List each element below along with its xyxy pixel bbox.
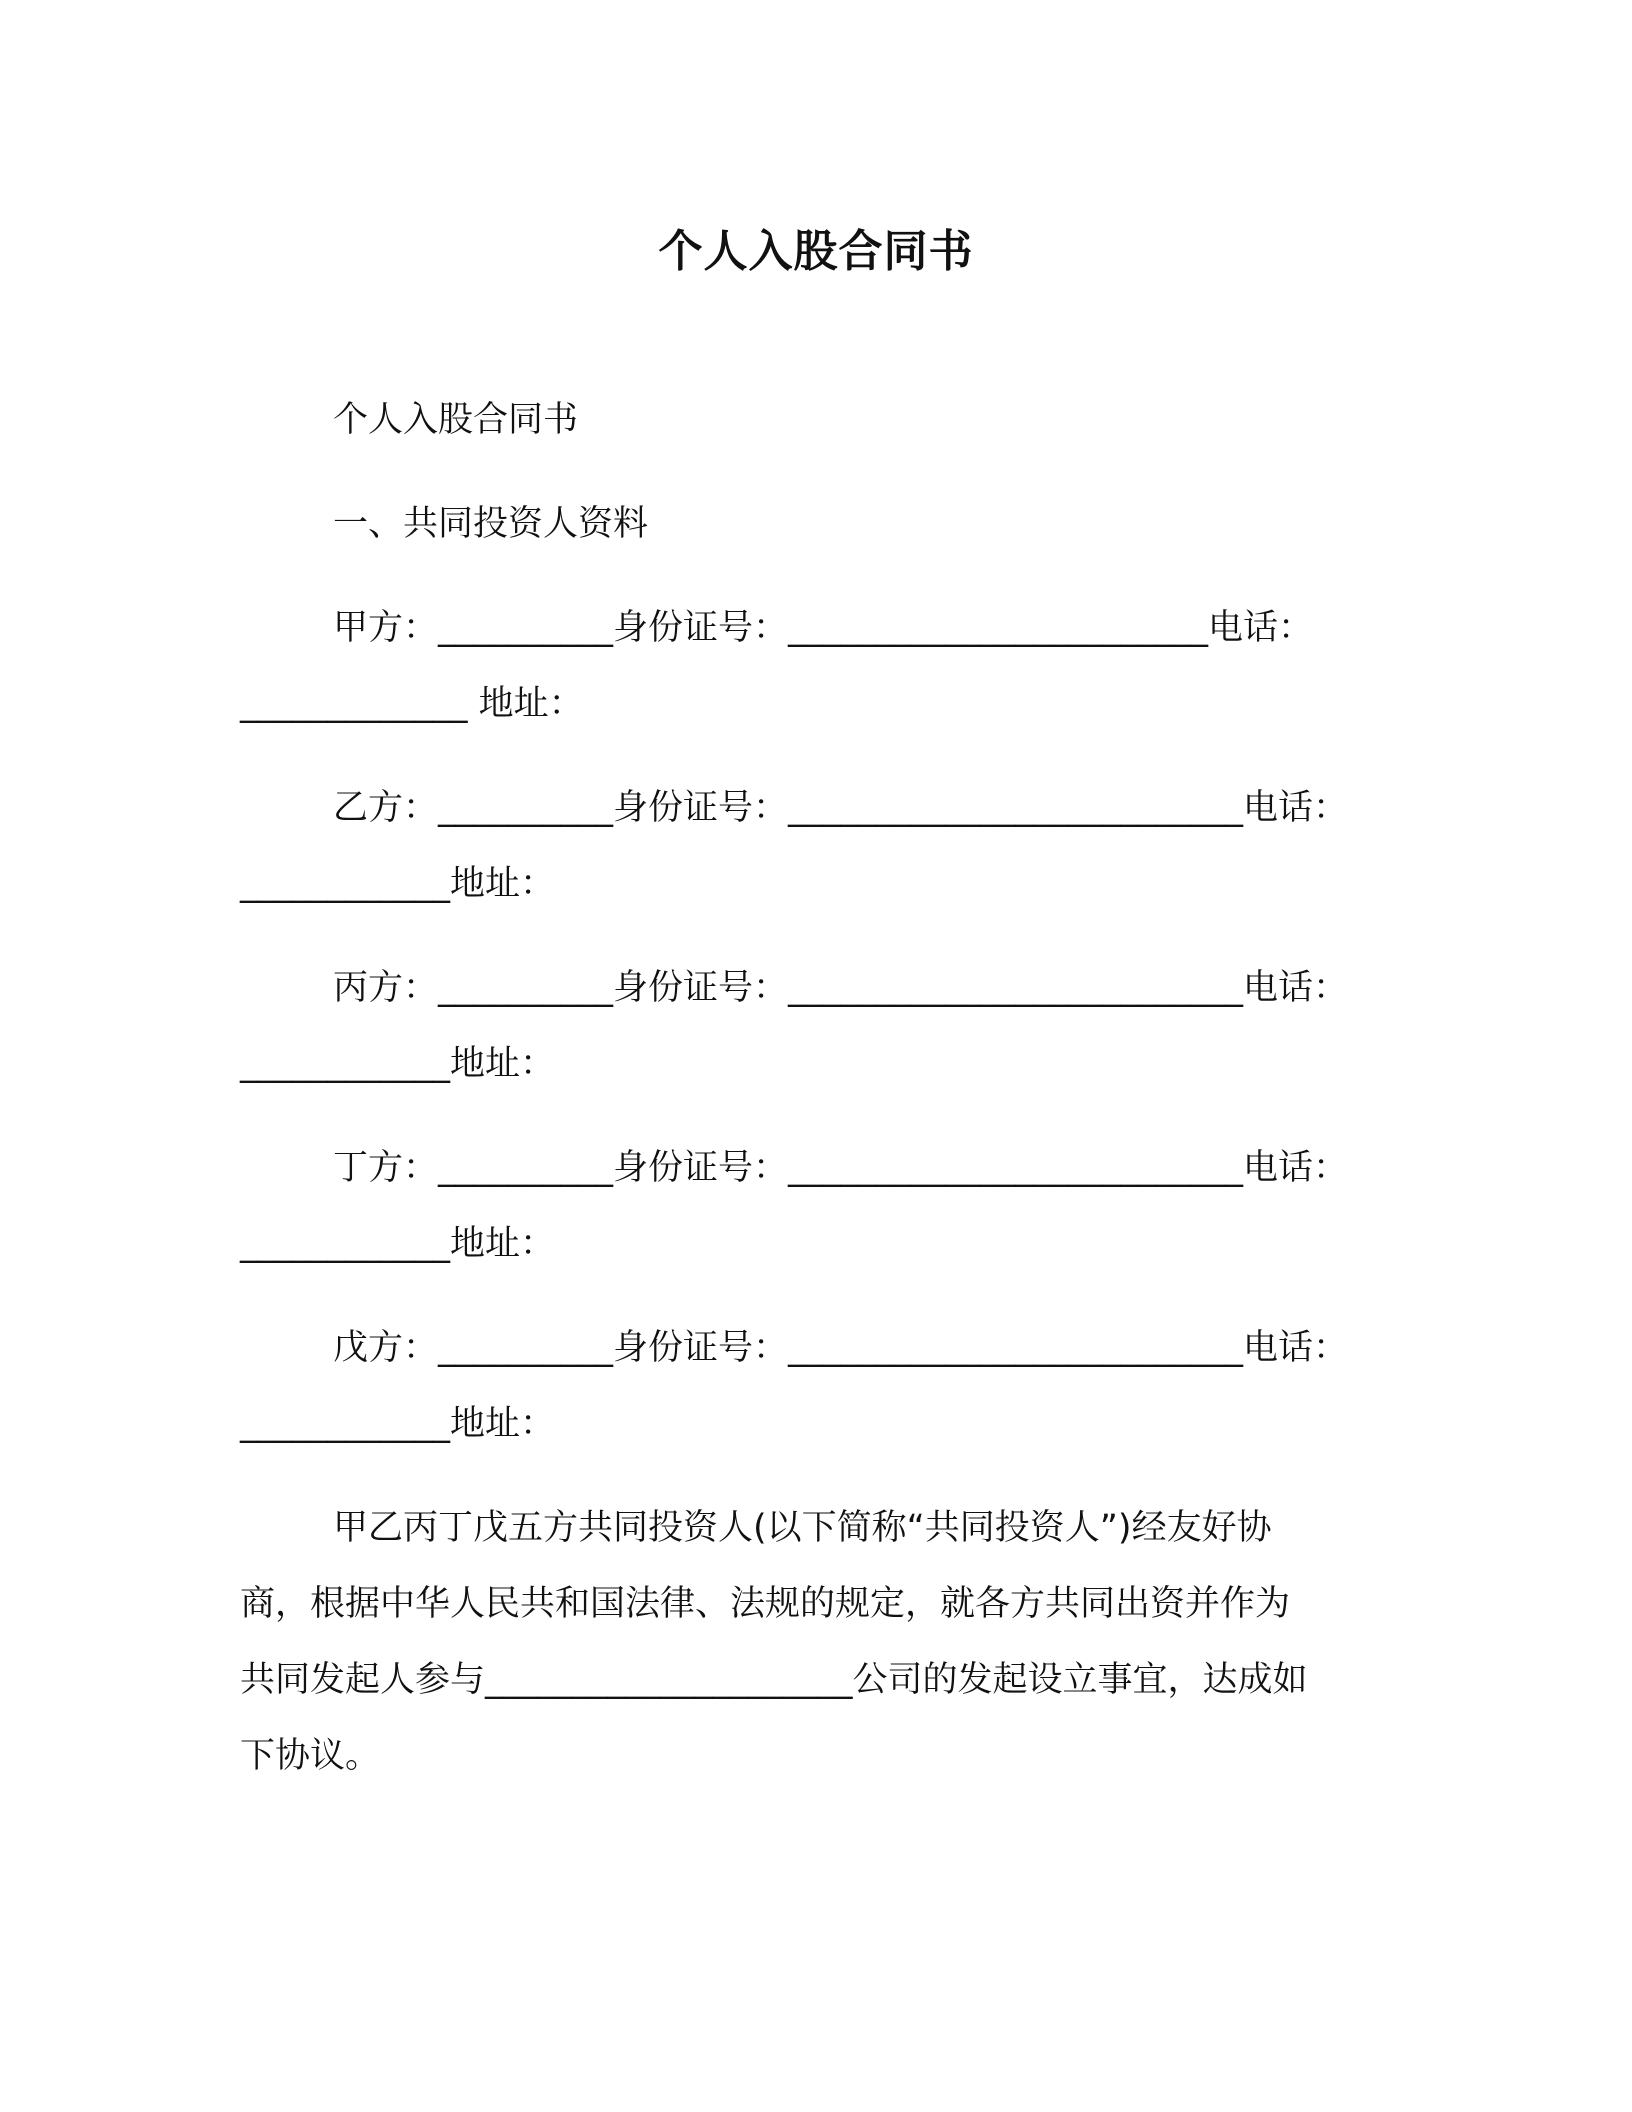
- phone-blank: ____________: [240, 1044, 450, 1084]
- party-row-ding: [333, 1144, 1348, 1192]
- party-row-jia: [333, 604, 1313, 652]
- phone-blank: ____________: [240, 864, 450, 904]
- document-subtitle: 个人入股合同书: [333, 400, 579, 440]
- party-row-wu: [333, 1324, 1348, 1372]
- phone-label: 电话：: [1243, 968, 1349, 1008]
- paragraph-line-3: [240, 1656, 1308, 1704]
- address-label: 地址：: [450, 864, 556, 904]
- id-number-label: 身份证号：: [613, 608, 789, 648]
- id-number-blank: ________________________: [788, 608, 1209, 648]
- address-label: 地址：: [450, 1044, 556, 1084]
- name-blank: __________: [438, 1148, 614, 1188]
- section-heading-investors: 一、共同投资人资料: [333, 504, 649, 544]
- paragraph-line-1: 甲乙丙丁戊五方共同投资人(以下简称“共同投资人”)经友好协: [333, 1508, 1272, 1548]
- address-label: 地址：: [478, 684, 584, 724]
- phone-label: 电话：: [1208, 608, 1314, 648]
- id-number-label: 身份证号：: [613, 1148, 789, 1188]
- paragraph-line-4: 下协议。: [240, 1736, 381, 1776]
- paragraph-line-2: 商，根据中华人民共和国法律、法规的规定，就各方共同出资并作为: [240, 1584, 1291, 1624]
- party-row-bing-cont: [240, 1040, 555, 1088]
- party-row-bing: [333, 964, 1348, 1012]
- document-title: 个人入股合同书: [658, 226, 974, 277]
- id-number-blank: __________________________: [788, 968, 1244, 1008]
- address-label: 地址：: [450, 1224, 556, 1264]
- id-number-blank: __________________________: [788, 1148, 1244, 1188]
- paragraph-line-3-suffix: 公司的发起设立事宜，达成如: [852, 1660, 1308, 1700]
- party-row-wu-cont: [240, 1400, 555, 1448]
- party-name: 丁方：: [333, 1148, 439, 1188]
- name-blank: __________: [438, 608, 614, 648]
- party-row-ding-cont: [240, 1220, 555, 1268]
- company-name-blank: _____________________: [485, 1660, 853, 1700]
- id-number-blank: __________________________: [788, 1328, 1244, 1368]
- party-row-jia-cont: [240, 680, 584, 728]
- name-blank: __________: [438, 968, 614, 1008]
- party-row-yi-cont: [240, 860, 555, 908]
- party-name: 甲方：: [333, 608, 439, 648]
- party-name: 丙方：: [333, 968, 439, 1008]
- party-name: 戊方：: [333, 1328, 439, 1368]
- id-number-label: 身份证号：: [613, 968, 789, 1008]
- id-number-blank: __________________________: [788, 788, 1244, 828]
- party-name: 乙方：: [333, 788, 439, 828]
- paragraph-line-3-prefix: 共同发起人参与: [240, 1660, 486, 1700]
- id-number-label: 身份证号：: [613, 788, 789, 828]
- name-blank: __________: [438, 788, 614, 828]
- phone-label: 电话：: [1243, 1328, 1349, 1368]
- phone-blank: ____________: [240, 1224, 450, 1264]
- name-blank: __________: [438, 1328, 614, 1368]
- phone-blank: ____________: [240, 1404, 450, 1444]
- phone-label: 电话：: [1243, 788, 1349, 828]
- party-row-yi: [333, 784, 1348, 832]
- address-label: 地址：: [450, 1404, 556, 1444]
- phone-label: 电话：: [1243, 1148, 1349, 1188]
- id-number-label: 身份证号：: [613, 1328, 789, 1368]
- phone-blank: _____________: [240, 684, 479, 724]
